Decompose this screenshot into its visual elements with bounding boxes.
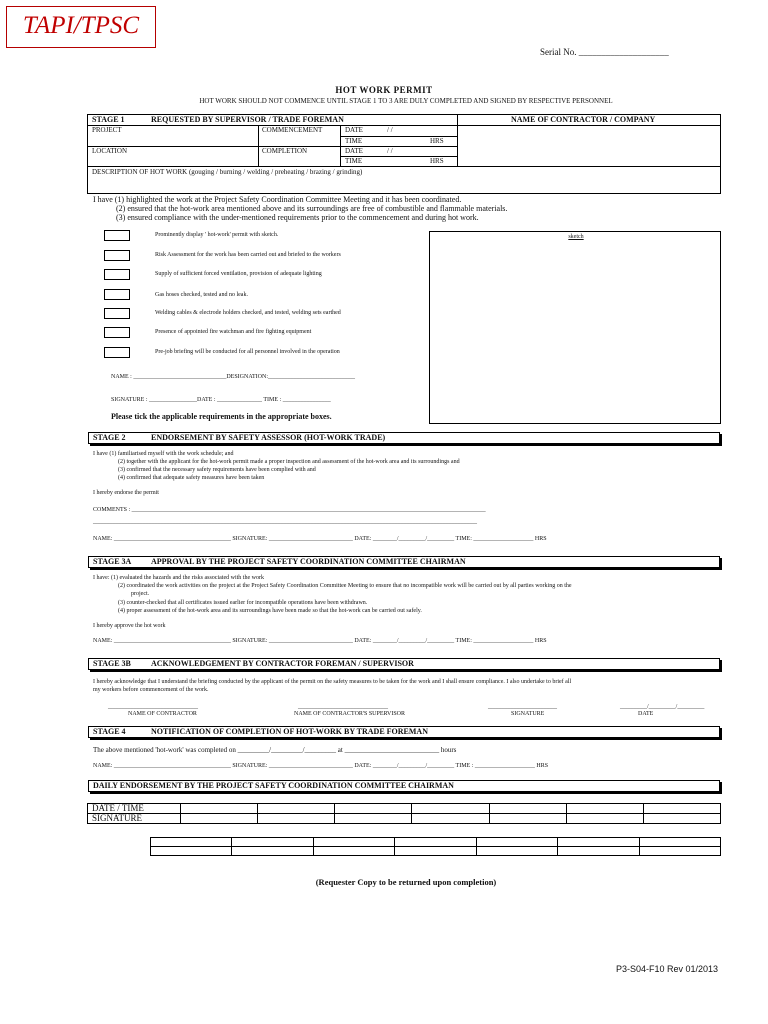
stage3a-item-2: (2) coordinated the work activities on the project at the Project Safety Coordination Committee Meeting to ensure that no incompatible work will be carried out by all parties working on the <box>118 583 572 589</box>
cell[interactable] <box>258 814 335 824</box>
cell[interactable] <box>232 847 313 856</box>
cell[interactable] <box>181 814 258 824</box>
cell[interactable] <box>313 838 394 847</box>
sketch-label: sketch <box>568 234 584 240</box>
checklist-item-5: Welding cables & electrode holders checked, and tested, welding sets earthed <box>155 310 341 316</box>
stage3a-item-4: (4) proper assessment of the hot-work area and its surroundings have been made so that the hot-work can be carried out safely. <box>118 608 422 614</box>
stage2-item-3: (3) confirmed that the necessary safety requirements have been complied with and <box>118 467 316 473</box>
daily-title: DAILY ENDORSEMENT BY THE PROJECT SAFETY COORDINATION COMMITTEE CHAIRMAN <box>93 781 454 790</box>
cell[interactable] <box>558 847 639 856</box>
description-label: DESCRIPTION OF HOT WORK (gouging / burning / welding / preheating / brazing / grinding) <box>92 168 363 176</box>
stage4-title: NOTIFICATION OF COMPLETION OF HOT-WORK BY TRADE FOREMAN <box>151 727 428 736</box>
cell[interactable] <box>643 804 720 814</box>
checklist-checkbox-5[interactable] <box>104 308 130 319</box>
checklist-item-1: Prominently display ' hot-work' permit with sketch. <box>155 232 279 238</box>
stage3a-sign-line[interactable]: NAME: _______________________________________ SIGNATURE: ____________________________ DATE: ________/_________/_________ TIME: ____________________ HRS <box>93 638 547 644</box>
stage2-item-1: I have (1) familiarised myself with the work schedule; and <box>93 451 234 457</box>
logo-text: TAPI/TPSC <box>22 12 140 39</box>
stage4-header <box>88 726 720 738</box>
caption-supervisor: NAME OF CONTRACTOR'S SUPERVISOR <box>294 711 406 717</box>
checklist-checkbox-6[interactable] <box>104 327 130 338</box>
location-label: LOCATION <box>92 147 127 155</box>
stage3b-text-1: I hereby acknowledge that I understand the briefing conducted by the applicant of the permit on the safety measures to be taken for the work and I shall ensure compliance. I also undertake to brief all <box>93 679 572 685</box>
serial-number-field[interactable]: Serial No. ____________________ <box>540 47 669 57</box>
declaration-2: (2) ensured that the hot-work area mentioned above and its surroundings are free of combustible and flammable materials. <box>116 204 508 213</box>
stage3b-title: ACKNOWLEDGEMENT BY CONTRACTOR FOREMAN / SUPERVISOR <box>151 659 414 668</box>
stage2-item-2: (2) together with the applicant for the hot-work permit made a proper inspection and assessment of the hot-work area and its surroundings and <box>118 459 460 465</box>
cell[interactable] <box>181 804 258 814</box>
row-label-date-time: DATE / TIME <box>88 804 181 814</box>
cell[interactable] <box>476 838 557 847</box>
stage3b-blank-contractor[interactable]: ______________________________ <box>108 704 198 710</box>
stage3a-approve: I hereby approve the hot work <box>93 623 166 629</box>
cell[interactable] <box>643 814 720 824</box>
stage3a-header <box>88 556 720 568</box>
stage3a-item-2b: project. <box>131 591 150 597</box>
cell[interactable] <box>395 847 476 856</box>
stage3a-label: STAGE 3A <box>93 557 132 566</box>
stage1-title: REQUESTED BY SUPERVISOR / TRADE FOREMAN <box>151 115 344 124</box>
stage2-comments-line2[interactable]: ________________________________________________________________________________________________________________________________ <box>93 519 477 525</box>
cell[interactable] <box>395 838 476 847</box>
stage1-form <box>87 114 721 194</box>
declaration-3: (3) ensured compliance with the under-mentioned requirements prior to the commencement and during hot work. <box>116 213 479 222</box>
stage4-label: STAGE 4 <box>93 727 126 736</box>
cell[interactable] <box>258 804 335 814</box>
cell[interactable] <box>639 838 720 847</box>
caption-signature: SIGNATURE <box>511 711 545 717</box>
stage3b-text-2: my workers before commencement of the work. <box>93 687 209 693</box>
cell[interactable] <box>313 847 394 856</box>
cell[interactable] <box>151 847 232 856</box>
commencement-label: COMMENCEMENT <box>262 126 323 134</box>
checklist-checkbox-3[interactable] <box>104 269 130 280</box>
cell[interactable] <box>335 804 412 814</box>
cell[interactable] <box>566 804 643 814</box>
daily-header <box>88 780 720 792</box>
project-label: PROJECT <box>92 126 122 134</box>
completion-hrs-label: HRS <box>430 157 444 165</box>
commencement-time-label: TIME <box>345 137 363 145</box>
cell[interactable] <box>232 838 313 847</box>
stage3a-item-3: (3) counter-checked that all certificates issued earlier for incompatible operations have been withdrawn. <box>118 600 368 606</box>
checklist-item-6: Presence of appointed fire watchman and fire fighting equipment <box>155 329 312 335</box>
stage3a-title: APPROVAL BY THE PROJECT SAFETY COORDINATION COMMITTEE CHAIRMAN <box>151 557 466 566</box>
stage2-sign-line[interactable]: NAME: _______________________________________ SIGNATURE: ____________________________ DATE: ________/_________/_________ TIME: ____________________ HRS <box>93 536 547 542</box>
caption-contractor: NAME OF CONTRACTOR <box>128 711 197 717</box>
stage3b-blank-signature[interactable]: _______________________ <box>488 704 557 710</box>
footer-note: (Requester Copy to be returned upon completion) <box>315 877 497 887</box>
cell[interactable] <box>151 838 232 847</box>
cell[interactable] <box>489 814 566 824</box>
cell[interactable] <box>558 838 639 847</box>
cell[interactable] <box>476 847 557 856</box>
stage2-comments[interactable]: COMMENTS : ______________________________________________________________________________________________________________________ <box>93 507 486 513</box>
stage2-title: ENDORSEMENT BY SAFETY ASSESSOR (HOT-WORK TRADE) <box>151 433 386 442</box>
checklist-checkbox-1[interactable] <box>104 230 130 241</box>
checklist-checkbox-7[interactable] <box>104 347 130 358</box>
checklist-checkbox-4[interactable] <box>104 289 130 300</box>
stage1-label: STAGE 1 <box>92 115 125 124</box>
checklist-item-4: Gas hoses checked, tested and no leak. <box>155 292 248 298</box>
commencement-date-slashes[interactable]: / / <box>387 126 393 134</box>
stage3b-blank-date[interactable]: _________/_________/_________ <box>620 704 705 710</box>
stage2-item-4: (4) confirmed that adequate safety measures have been taken <box>118 475 265 481</box>
checklist-item-7: Pre-job briefing will be conducted for all personnel involved in the operation <box>155 349 340 355</box>
cell[interactable] <box>412 814 489 824</box>
cell[interactable] <box>489 804 566 814</box>
sketch-box[interactable] <box>429 231 721 424</box>
page-subtitle: HOT WORK SHOULD NOT COMMENCE UNTIL STAGE 1 TO 3 ARE DULY COMPLETED AND SIGNED BY RESPECTIVE PERSONNEL <box>199 97 613 105</box>
stage2-label: STAGE 2 <box>93 433 126 442</box>
row-label-signature: SIGNATURE <box>88 814 181 824</box>
page-title: HOT WORK PERMIT <box>335 85 433 95</box>
stage2-header <box>88 432 720 444</box>
declaration-1: I have (1) highlighted the work at the Project Safety Coordination Committee Meeting and it has been coordinated. <box>93 195 462 204</box>
daily-endorsement-table-2 <box>150 837 721 856</box>
stage2-endorse: I hereby endorse the permit <box>93 490 159 496</box>
stage4-text[interactable]: The above mentioned 'hot-work' was completed on _________/_________/_________ at ___________________________ hours <box>93 746 457 754</box>
cell[interactable] <box>639 847 720 856</box>
daily-endorsement-table <box>87 803 721 824</box>
stage1-signature-line[interactable]: SIGNATURE : ________________DATE : _______________ TIME : ________________ <box>111 397 331 403</box>
tick-note: Please tick the applicable requirements in the appropriate boxes. <box>111 412 332 421</box>
completion-date-label: DATE <box>345 147 363 155</box>
checklist-item-2: Risk Assessment for the work has been carried out and briefed to the workers <box>155 252 341 258</box>
stage3b-blank-supervisor[interactable]: ______________________________ <box>298 704 388 710</box>
cell[interactable] <box>335 814 412 824</box>
checklist-checkbox-2[interactable] <box>104 250 130 261</box>
completion-time-label: TIME <box>345 157 363 165</box>
stage4-sign-line[interactable]: NAME: _______________________________________ SIGNATURE: ____________________________ DATE: ________/_________/_________ TIME : ____________________ HRS <box>93 763 549 769</box>
form-code: P3-S04-F10 Rev 01/2013 <box>616 964 719 974</box>
caption-date: DATE <box>638 711 654 717</box>
company-logo <box>6 6 156 48</box>
stage3a-item-1: I have: (1) evaluated the hazards and the risks associated with the work <box>93 575 264 581</box>
cell[interactable] <box>566 814 643 824</box>
completion-date-slashes[interactable]: / / <box>387 147 393 155</box>
completion-label: COMPLETION <box>262 147 308 155</box>
commencement-date-label: DATE <box>345 126 363 134</box>
stage1-name-line[interactable]: NAME : _______________________________DESIGNATION:_____________________________ <box>111 374 355 380</box>
stage3b-header <box>88 658 720 670</box>
checklist-item-3: Supply of sufficient forced ventilation, provision of adequate lighting <box>155 271 322 277</box>
contractor-header: NAME OF CONTRACTOR / COMPANY <box>511 115 656 124</box>
cell[interactable] <box>412 804 489 814</box>
stage3b-label: STAGE 3B <box>93 659 131 668</box>
commencement-hrs-label: HRS <box>430 137 444 145</box>
